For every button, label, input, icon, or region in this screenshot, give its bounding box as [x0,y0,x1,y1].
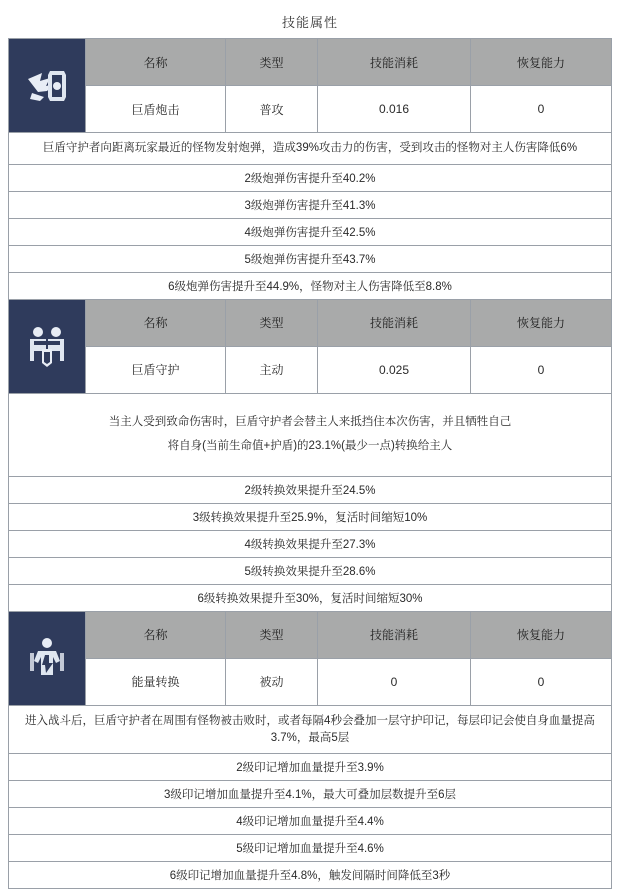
skill-level-row: 6级炮弹伤害提升至44.9%，怪物对主人伤害降低至8.8% [9,273,611,299]
skill-header-2 [9,300,611,394]
skill-description [9,394,611,477]
skill-head-values-3 [86,659,611,705]
skill-level-row: 2级印记增加血量提升至3.9% [9,754,611,781]
skill-name: 能量转换 [86,659,226,705]
skill-type: 普攻 [226,86,318,132]
skill-cost: 0 [318,659,471,705]
skill-type: 被动 [226,659,318,705]
skill-cost: 0.016 [318,86,471,132]
page-title: 技能属性 [281,15,338,30]
col-header-name: 名称 [86,300,226,346]
skill-head-values-2 [86,347,611,393]
skill-icon-cell-1 [9,39,86,132]
skill-type: 主动 [226,347,318,393]
skill-description: 进入战斗后，巨盾守护者在周围有怪物被击败时，或者每隔4秒会叠加一层守护印记，每层印记会使自身血量提高3.7%，最高5层 [9,706,611,754]
shield-guard-icon [19,318,75,374]
skill-header-3 [9,612,611,706]
skill-recovery: 0 [537,362,545,377]
skill-level-row: 6级转换效果提升至30%，复活时间缩短30% [9,585,611,611]
skill-head-labels-1 [86,39,611,86]
col-header-recovery: 恢复能力 [516,316,565,331]
skill-description-line: 将自身(当前生命值+护盾)的23.1%(最少一点)转换给主人 [167,439,453,452]
skill-level-row: 3级炮弹伤害提升至41.3% [9,192,611,219]
skill-block-1 [8,38,612,299]
skill-head-table-3 [86,612,611,705]
skill-level-row: 6级印记增加血量提升至4.8%，触发间隔时间降低至3秒 [9,862,611,888]
skill-name: 巨盾炮击 [86,86,226,132]
skill-header-1 [9,39,611,133]
skill-head-values-1 [86,86,611,132]
skill-level-row: 2级炮弹伤害提升至40.2% [9,165,611,192]
skill-name: 巨盾守护 [86,347,226,393]
shield-cannon-icon [19,58,75,114]
skill-head-table-2 [86,300,611,393]
skill-icon-cell-2 [9,300,86,393]
skill-level-row: 2级转换效果提升至24.5% [9,477,611,504]
col-header-name: 名称 [86,612,226,658]
col-header-type: 类型 [226,300,318,346]
energy-convert-icon [19,630,75,686]
skill-level-row: 5级印记增加血量提升至4.6% [9,835,611,862]
skill-head-labels-2 [86,300,611,347]
col-header-cost: 技能消耗 [318,300,471,346]
skill-level-row: 4级转换效果提升至27.3% [9,531,611,558]
col-header-type: 类型 [226,612,318,658]
col-header-cost: 技能消耗 [318,612,471,658]
skill-head-labels-3 [86,612,611,659]
skill-head-table-1 [86,39,611,132]
col-header-recovery: 恢复能力 [516,628,565,643]
skill-level-row: 3级转换效果提升至25.9%，复活时间缩短10% [9,504,611,531]
skill-level-row: 5级转换效果提升至28.6% [9,558,611,585]
skill-recovery: 0 [537,102,545,116]
skill-recovery: 0 [537,674,545,689]
skill-level-row: 4级炮弹伤害提升至42.5% [9,219,611,246]
skill-icon-cell-3 [9,612,86,705]
col-header-type: 类型 [226,39,318,85]
col-header-cost: 技能消耗 [318,39,471,85]
skill-block-3 [8,611,612,889]
skill-description: 巨盾守护者向距离玩家最近的怪物发射炮弹，造成39%攻击力的伤害，受到攻击的怪物对主人伤害降低6% [9,133,611,165]
skill-level-row: 5级炮弹伤害提升至43.7% [9,246,611,273]
col-header-name: 名称 [86,39,226,85]
col-header-recovery: 恢复能力 [516,55,565,70]
skill-level-row: 4级印记增加血量提升至4.4% [9,808,611,835]
skill-block-2 [8,299,612,611]
skill-cost: 0.025 [318,347,471,393]
skill-description-line: 当主人受到致命伤害时，巨盾守护者会替主人来抵挡住本次伤害，并且牺牲自己 [108,415,512,428]
skill-level-row: 3级印记增加血量提升至4.1%，最大可叠加层数提升至6层 [9,781,611,808]
